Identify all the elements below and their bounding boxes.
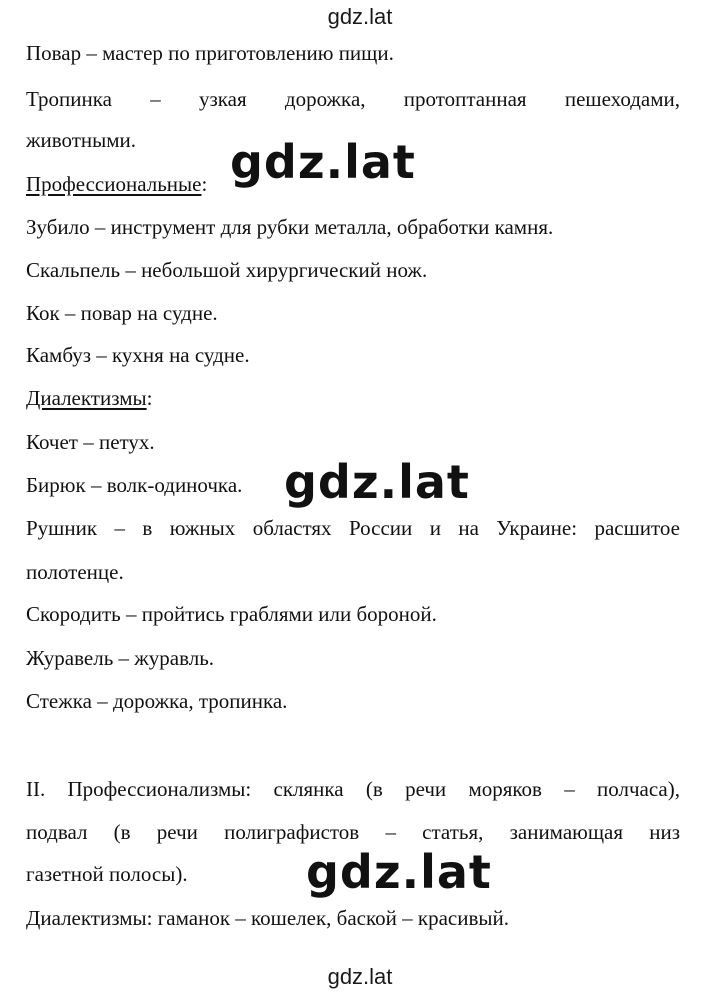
section-heading-dialect — [26, 385, 152, 411]
heading-dialect-colon: : — [146, 386, 153, 410]
text-line-podval: подвал (в речи полиграфистов – статья, занимающая низ — [26, 820, 680, 844]
watermark-overlay-1: gdz.lat — [230, 135, 416, 189]
text-line-skorodit: Скородить – пройтись граблями или бороной. — [26, 602, 437, 626]
text-line-kochet: Кочет – петух. — [26, 430, 155, 454]
watermark-top: gdz.lat — [327, 4, 393, 29]
text-line-povar: Повар – мастер по приготовлению пищи. — [26, 41, 394, 65]
text-line-tropinka-cont: животными. — [26, 128, 137, 152]
heading-professional-colon: : — [201, 172, 208, 196]
heading-dialect-text: Диалектизмы — [26, 386, 147, 410]
text-line-kambuz: Камбуз – кухня на судне. — [26, 343, 250, 367]
text-line-zhuravel: Журавель – журавль. — [26, 646, 215, 670]
text-line-tropinka: Тропинка – узкая дорожка, протоптанная пешеходами, — [26, 87, 680, 111]
watermark-overlay-2: gdz.lat — [284, 455, 470, 509]
text-line-rushnik: Рушник – в южных областях России и на Украине: расшитое — [26, 516, 680, 540]
watermark-overlay-3: gdz.lat — [306, 845, 492, 899]
text-line-professionalisms: II. Профессионализмы: склянка (в речи моряков – полчаса), — [26, 777, 680, 801]
text-line-kok: Кок – повар на судне. — [26, 301, 218, 325]
watermark-bottom: gdz.lat — [327, 964, 393, 989]
section-heading-professional — [26, 171, 207, 197]
text-line-zubilo: Зубило – инструмент для рубки металла, обработки камня. — [26, 215, 554, 239]
heading-professional-text: Профессиональные — [26, 172, 202, 196]
text-line-biryuk: Бирюк – волк-одиночка. — [26, 473, 243, 497]
text-line-rushnik-cont: полотенце. — [26, 560, 124, 584]
text-line-dialect-examples: Диалектизмы: гаманок – кошелек, баской – красивый. — [26, 906, 509, 930]
text-line-stezhka: Стежка – дорожка, тропинка. — [26, 689, 288, 713]
text-line-skalpel: Скальпель – небольшой хирургический нож. — [26, 258, 428, 282]
text-line-podval-cont: газетной полосы). — [26, 862, 188, 886]
